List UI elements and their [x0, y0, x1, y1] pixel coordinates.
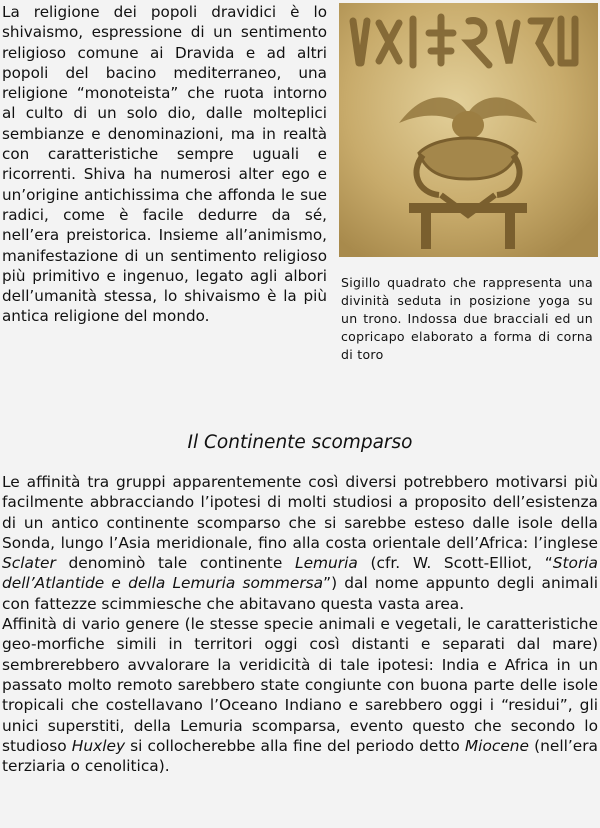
paragraph-2-text-b: si collocherebbe alla fine del periodo detto: [125, 736, 465, 755]
paragraph-1: [2, 472, 598, 614]
paragraph-1-text-a: Le affinità tra gruppi apparentemente così diversi potrebbero motivarsi più facilmente abbracciando l’ipotesi di molti studiosi a proposito dell’esistenza di un antico continente scomparso che si sarebbe esteso dalle isole della Sonda, lungo l’Asia meridionale, fino alla costa orientale dell’Africa: l’inglese: [2, 473, 598, 552]
section-title: Il Continente scomparso: [187, 432, 413, 453]
figure-caption: Sigillo quadrato che rappresenta una divinità seduta in posizione yoga su un trono. Indossa due bracciali ed un copricapo elaborato a forma di corna di toro: [341, 275, 593, 362]
term-miocene: Miocene: [464, 736, 530, 755]
term-lemuria: Lemuria: [295, 554, 358, 573]
paragraph-2: [2, 614, 598, 776]
paragraph-2-text-a: Affinità di vario genere (le stesse specie animali e vegetali, le caratteristiche geo-morfiche simili in territori oggi così distanti e separati dal mare) sembrerebbero avvalorare la veridicità di tale ipotesi: India e Africa in un passato molto remoto sarebbero state congiunte con buona parte delle isole tropicali che costellavano l’Oceano Indiano e sarebbero oggi i “residui”, gli unici superstiti, della Lemuria scomparsa, evento questo che secondo lo studioso: [2, 615, 598, 755]
seal-illustration: [339, 3, 598, 257]
name-huxley: Huxley: [71, 736, 126, 755]
seal-image: [339, 3, 598, 257]
intro-paragraph: La religione dei popoli dravidici è lo shivaismo, espressione di un sentimento religioso comune ai Dravida e ad altri popoli del bacino mediterraneo, una religione “monoteista” che ruota intorno al culto di un solo dio, dalle molteplici sembianze e denominazioni, ma in realtà con caratteristiche sempre uguali e ricorrenti. Shiva ha numerosi alter ego e un’origine antichissima che affonda le sue radici, come è facile dedurre da sé, nell’era preistorica. Insieme all’animismo, manifestazione di un sentimento religioso più primitivo e ingenuo, legato agli albori dell’umanità stessa, lo shivaismo è la più antica religione del mondo.: [2, 3, 327, 326]
book-title: Storia dell’Atlantide e della Lemuria sommersa: [2, 554, 598, 593]
paragraph-2-text-c: (nell’era terziaria o cenolitica).: [2, 736, 598, 776]
name-sclater: Sclater: [2, 554, 56, 573]
paragraph-1-text-d: ”) dal nome appunto degli animali con fattezze scimmiesche che abitavano questa vasta area.: [2, 574, 598, 613]
body-text: [2, 472, 598, 776]
paragraph-1-text-b: denominò tale continente: [55, 554, 295, 573]
paragraph-1-text-c: (cfr. W. Scott-Elliot, “: [357, 554, 553, 573]
